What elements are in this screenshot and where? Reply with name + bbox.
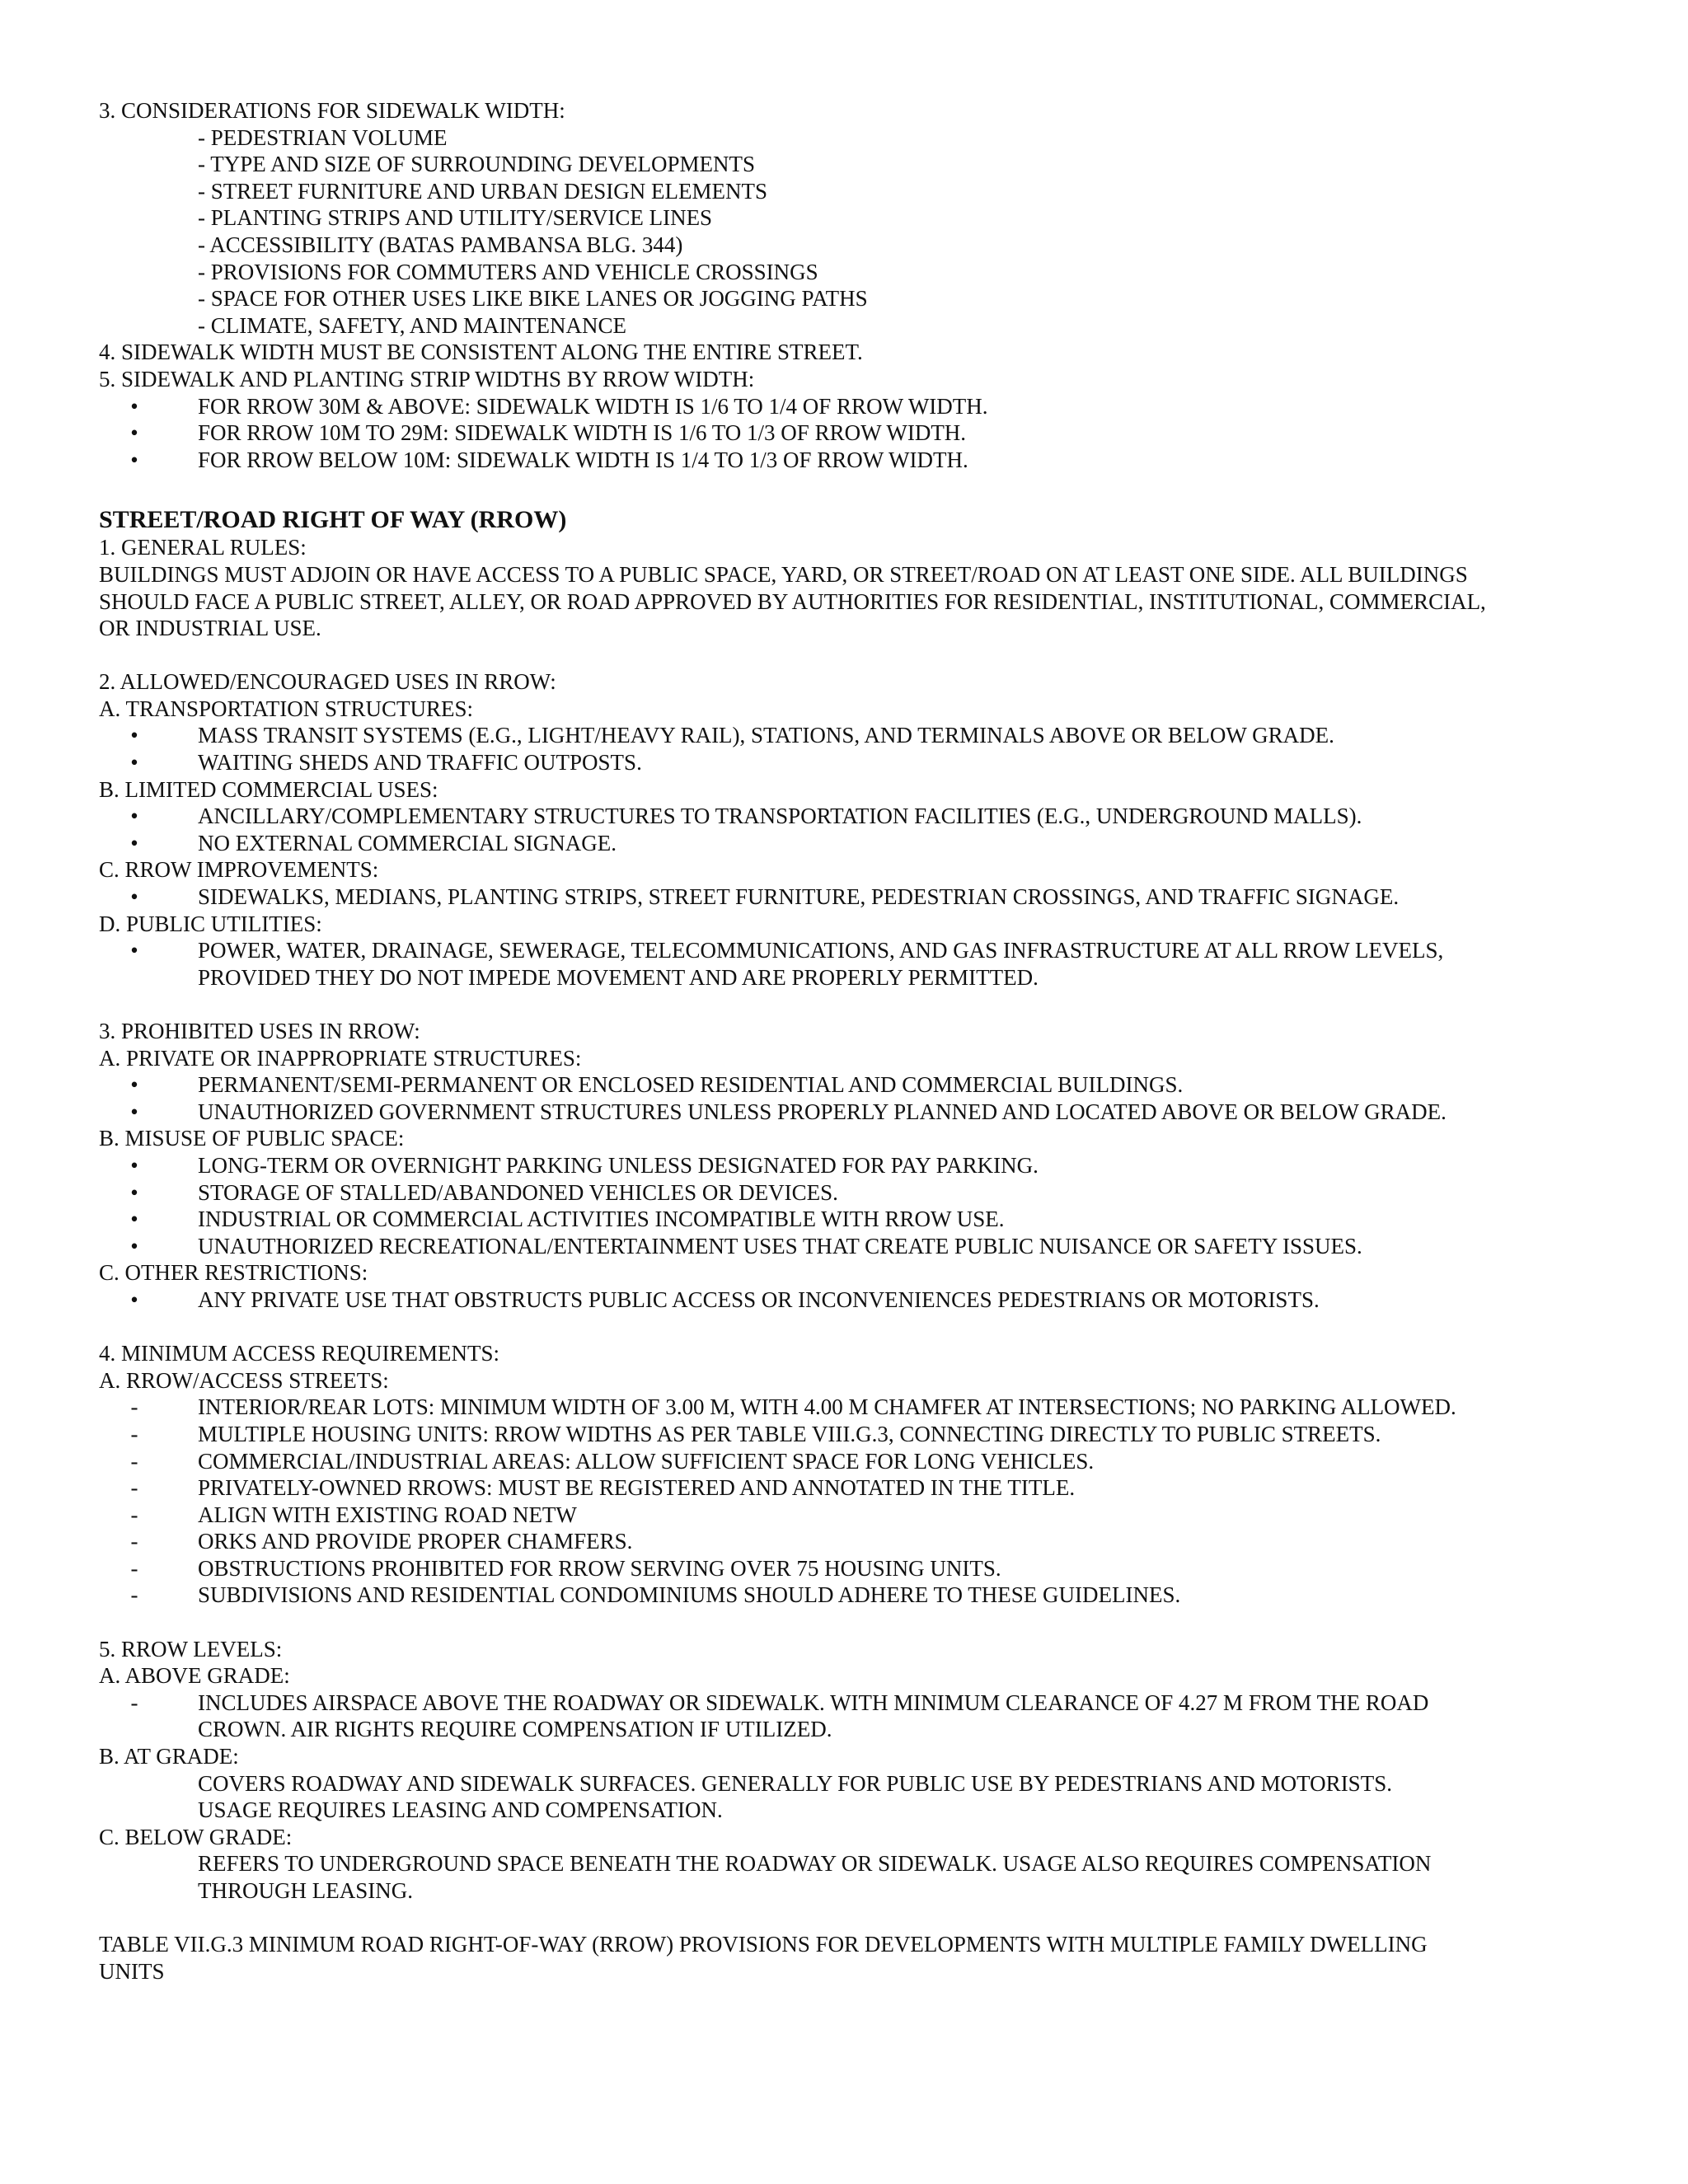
table-caption: TABLE VII.G.3 MINIMUM ROAD RIGHT-OF-WAY (RROW) PROVISIONS FOR DEVELOPMENTS WITH MULTIPLE FAMILY DWELLING — [99, 1932, 1428, 1957]
bullet-item: • MASS TRANSIT SYSTEMS (E.G., LIGHT/HEAVY RAIL), STATIONS, AND TERMINALS ABOVE OR BELOW GRADE. — [99, 722, 1606, 749]
bullet-item-continuation: PROVIDED THEY DO NOT IMPEDE MOVEMENT AND ARE PROPERLY PERMITTED. — [198, 964, 1039, 990]
sidewalk-widths-heading: 5. SIDEWALK AND PLANTING STRIP WIDTHS BY RROW WIDTH: — [99, 366, 755, 391]
level-description: USAGE REQUIRES LEASING AND COMPENSATION. — [198, 1797, 723, 1823]
dash-marker: - — [130, 1502, 138, 1527]
bullet-marker: • — [130, 804, 138, 829]
consideration-item: - PROVISIONS FOR COMMUTERS AND VEHICLE CROSSINGS — [198, 259, 818, 284]
dash-marker: - — [130, 1582, 138, 1608]
level-description: COVERS ROADWAY AND SIDEWALK SURFACES. GENERALLY FOR PUBLIC USE BY PEDESTRIANS AND MOTORISTS. — [198, 1770, 1392, 1796]
access-requirements-heading: 4. MINIMUM ACCESS REQUIREMENTS: — [99, 1341, 500, 1366]
subsection-heading: B. LIMITED COMMERCIAL USES: — [99, 776, 438, 802]
consideration-item: - PLANTING STRIPS AND UTILITY/SERVICE LINES — [198, 205, 713, 231]
table-caption: UNITS — [99, 1958, 165, 1984]
dash-item: - OBSTRUCTIONS PROHIBITED FOR RROW SERVING OVER 75 HOUSING UNITS. — [99, 1555, 1606, 1582]
bullet-marker: • — [130, 1179, 138, 1205]
consideration-item: - TYPE AND SIZE OF SURROUNDING DEVELOPMENTS — [198, 152, 756, 177]
bullet-item: • FOR RROW BELOW 10M: SIDEWALK WIDTH IS 1/4 TO 1/3 OF RROW WIDTH. — [99, 447, 1606, 474]
considerations-list — [99, 124, 1606, 340]
bullet-marker: • — [130, 938, 138, 963]
bullet-item: • STORAGE OF STALLED/ABANDONED VEHICLES OR DEVICES. — [99, 1179, 1606, 1207]
dash-item: - INTERIOR/REAR LOTS: MINIMUM WIDTH OF 3.00 M, WITH 4.00 M CHAMFER AT INTERSECTIONS; NO PARKING ALLOWED. — [99, 1394, 1606, 1421]
subsection-heading: A. ABOVE GRADE: — [99, 1663, 290, 1689]
consideration-item: - ACCESSIBILITY (BATAS PAMBANSA BLG. 344) — [198, 232, 683, 257]
bullet-marker: • — [130, 1072, 138, 1098]
allowed-uses-heading: 2. ALLOWED/ENCOURAGED USES IN RROW: — [99, 669, 556, 695]
dash-marker: - — [130, 1529, 138, 1554]
prohibited-uses-heading: 3. PROHIBITED USES IN RROW: — [99, 1019, 420, 1043]
subsection-heading: A. RROW/ACCESS STREETS: — [99, 1367, 389, 1393]
subsection-heading: C. BELOW GRADE: — [99, 1824, 293, 1849]
dash-item: - COMMERCIAL/INDUSTRIAL AREAS: ALLOW SUFFICIENT SPACE FOR LONG VEHICLES. — [99, 1448, 1606, 1475]
bullet-marker: • — [130, 1207, 138, 1232]
bullet-item: • INDUSTRIAL OR COMMERCIAL ACTIVITIES INCOMPATIBLE WITH RROW USE. — [99, 1206, 1606, 1233]
consideration-item: - STREET FURNITURE AND URBAN DESIGN ELEMENTS — [198, 178, 768, 204]
bullet-marker: • — [130, 1286, 138, 1312]
bullet-marker: • — [130, 884, 138, 910]
dash-item: - INCLUDES AIRSPACE ABOVE THE ROADWAY OR SIDEWALK. WITH MINIMUM CLEARANCE OF 4.27 M FROM THE ROAD — [99, 1690, 1606, 1717]
subsection-heading: D. PUBLIC UTILITIES: — [99, 911, 322, 936]
bullet-marker: • — [130, 447, 138, 472]
subsection-heading: A. TRANSPORTATION STRUCTURES: — [99, 696, 474, 721]
dash-marker: - — [130, 1555, 138, 1581]
dash-item: - ORKS AND PROVIDE PROPER CHAMFERS. — [99, 1528, 1606, 1555]
rrow-levels-heading: 5. RROW LEVELS: — [99, 1636, 283, 1661]
consideration-item: - PEDESTRIAN VOLUME — [198, 124, 448, 150]
dash-marker: - — [130, 1475, 138, 1501]
bullet-marker: • — [130, 830, 138, 855]
sidewalk-consistency-item: 4. SIDEWALK WIDTH MUST BE CONSISTENT ALONG THE ENTIRE STREET. — [99, 340, 863, 365]
dash-marker: - — [130, 1690, 138, 1715]
consideration-item: - SPACE FOR OTHER USES LIKE BIKE LANES OR JOGGING PATHS — [198, 286, 868, 312]
bullet-item: • LONG-TERM OR OVERNIGHT PARKING UNLESS DESIGNATED FOR PAY PARKING. — [99, 1152, 1606, 1179]
bullet-item: • SIDEWALKS, MEDIANS, PLANTING STRIPS, STREET FURNITURE, PEDESTRIAN CROSSINGS, AND TRAFFIC SIGNAGE. — [99, 883, 1606, 911]
bullet-marker: • — [130, 723, 138, 748]
dash-item: - SUBDIVISIONS AND RESIDENTIAL CONDOMINIUMS SHOULD ADHERE TO THESE GUIDELINES. — [99, 1582, 1606, 1609]
bullet-marker: • — [130, 1099, 138, 1124]
general-rules-text: OR INDUSTRIAL USE. — [99, 616, 321, 641]
dash-item: - ALIGN WITH EXISTING ROAD NETW — [99, 1502, 1606, 1529]
subsection-heading: A. PRIVATE OR INAPPROPRIATE STRUCTURES: — [99, 1045, 582, 1071]
dash-item-continuation: CROWN. AIR RIGHTS REQUIRE COMPENSATION IF UTILIZED. — [198, 1717, 832, 1742]
bullet-item: • ANCILLARY/COMPLEMENTARY STRUCTURES TO TRANSPORTATION FACILITIES (E.G., UNDERGROUND MALLS). — [99, 803, 1606, 830]
dash-marker: - — [130, 1448, 138, 1474]
section-title: STREET/ROAD RIGHT OF WAY (RROW) — [99, 506, 567, 534]
dash-item: - MULTIPLE HOUSING UNITS: RROW WIDTHS AS PER TABLE VIII.G.3, CONNECTING DIRECTLY TO PUBLIC STREETS. — [99, 1421, 1606, 1448]
bullet-marker: • — [130, 1152, 138, 1178]
consideration-item: - CLIMATE, SAFETY, AND MAINTENANCE — [198, 312, 627, 338]
bullet-item: • POWER, WATER, DRAINAGE, SEWERAGE, TELECOMMUNICATIONS, AND GAS INFRASTRUCTURE AT ALL RROW LEVELS, — [99, 937, 1606, 964]
sidewalk-widths-list — [99, 393, 1606, 474]
bullet-item: • FOR RROW 10M TO 29M: SIDEWALK WIDTH IS 1/6 TO 1/3 OF RROW WIDTH. — [99, 419, 1606, 447]
general-rules-text: SHOULD FACE A PUBLIC STREET, ALLEY, OR ROAD APPROVED BY AUTHORITIES FOR RESIDENTIAL, INSTITUTIONAL, COMMERCIAL, — [99, 588, 1486, 614]
general-rules-text: BUILDINGS MUST ADJOIN OR HAVE ACCESS TO A PUBLIC SPACE, YARD, OR STREET/ROAD ON AT LEAST ONE SIDE. ALL BUILDINGS — [99, 561, 1468, 587]
bullet-item: • UNAUTHORIZED RECREATIONAL/ENTERTAINMENT USES THAT CREATE PUBLIC NUISANCE OR SAFETY ISSUES. — [99, 1233, 1606, 1260]
bullet-item: • WAITING SHEDS AND TRAFFIC OUTPOSTS. — [99, 749, 1606, 776]
subsection-heading: B. MISUSE OF PUBLIC SPACE: — [99, 1126, 405, 1151]
bullet-item: • FOR RROW 30M & ABOVE: SIDEWALK WIDTH IS 1/6 TO 1/4 OF RROW WIDTH. — [99, 393, 1606, 420]
general-rules-heading: 1. GENERAL RULES: — [99, 535, 307, 560]
dash-item: - PRIVATELY-OWNED RROWS: MUST BE REGISTERED AND ANNOTATED IN THE TITLE. — [99, 1474, 1606, 1502]
bullet-item: • UNAUTHORIZED GOVERNMENT STRUCTURES UNLESS PROPERLY PLANNED AND LOCATED ABOVE OR BELOW GRADE. — [99, 1099, 1606, 1126]
dash-marker: - — [130, 1421, 138, 1446]
bullet-marker: • — [130, 393, 138, 419]
sidewalk-considerations-heading: 3. CONSIDERATIONS FOR SIDEWALK WIDTH: — [99, 98, 565, 123]
bullet-marker: • — [130, 1233, 138, 1258]
subsection-heading: C. OTHER RESTRICTIONS: — [99, 1260, 368, 1286]
bullet-marker: • — [130, 420, 138, 446]
subsection-heading: B. AT GRADE: — [99, 1744, 239, 1769]
dash-marker: - — [130, 1394, 138, 1420]
bullet-item: • ANY PRIVATE USE THAT OBSTRUCTS PUBLIC ACCESS OR INCONVENIENCES PEDESTRIANS OR MOTORISTS. — [99, 1286, 1606, 1314]
bullet-marker: • — [130, 750, 138, 776]
level-description: THROUGH LEASING. — [198, 1878, 413, 1903]
level-description: REFERS TO UNDERGROUND SPACE BENEATH THE ROADWAY OR SIDEWALK. USAGE ALSO REQUIRES COMPENSATION — [198, 1851, 1432, 1877]
subsection-heading: C. RROW IMPROVEMENTS: — [99, 857, 379, 883]
bullet-item: • PERMANENT/SEMI-PERMANENT OR ENCLOSED RESIDENTIAL AND COMMERCIAL BUILDINGS. — [99, 1071, 1606, 1099]
bullet-item: • NO EXTERNAL COMMERCIAL SIGNAGE. — [99, 830, 1606, 857]
